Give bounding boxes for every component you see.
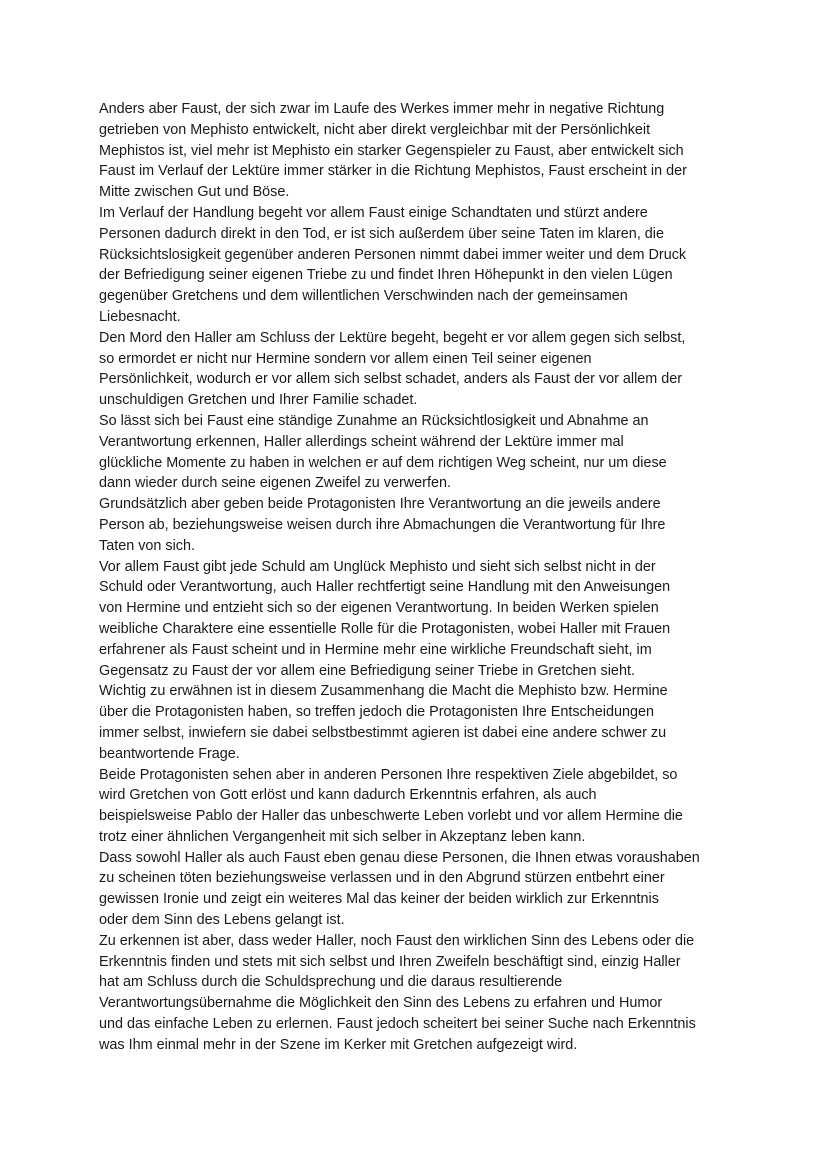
paragraph xyxy=(99,681,739,764)
paragraph xyxy=(99,411,739,494)
text-line: Rücksichtslosigkeit gegenüber anderen Personen nimmt dabei immer weiter und dem Druck xyxy=(99,246,687,263)
text-line: so ermordet er nicht nur Hermine sondern vor allem einen Teil seiner eigenen xyxy=(99,350,592,367)
paragraph xyxy=(99,557,739,682)
paragraph xyxy=(99,494,739,556)
paragraph xyxy=(99,203,739,328)
text-line: Wichtig zu erwähnen ist in diesem Zusammenhang die Macht die Mephisto bzw. Hermine xyxy=(99,683,668,700)
text-line: Im Verlauf der Handlung begeht vor allem Faust einige Schandtaten und stürzt andere xyxy=(99,204,648,221)
paragraph xyxy=(99,328,739,411)
text-line: Gegensatz zu Faust der vor allem eine Befriedigung seiner Triebe in Gretchen sieht. xyxy=(99,662,635,679)
text-line: Vor allem Faust gibt jede Schuld am Unglück Mephisto und sieht sich selbst nicht in der xyxy=(99,558,656,575)
text-line: Mephistos ist, viel mehr ist Mephisto ein starker Gegenspieler zu Faust, aber entwickelt sich xyxy=(99,142,684,159)
text-line: unschuldigen Gretchen und Ihrer Familie schadet. xyxy=(99,392,418,409)
text-line: Schuld oder Verantwortung, auch Haller rechtfertigt seine Handlung mit den Anweisungen xyxy=(99,579,671,596)
text-line: Mitte zwischen Gut und Böse. xyxy=(99,184,290,201)
text-line: getrieben von Mephisto entwickelt, nicht aber direkt vergleichbar mit der Persönlichkeit xyxy=(99,121,651,138)
text-line: immer selbst, inwiefern sie dabei selbstbestimmt agieren ist dabei eine andere schwer zu xyxy=(99,724,667,741)
text-line: Person ab, beziehungsweise weisen durch ihre Abmachungen die Verantwortung für Ihre xyxy=(99,516,666,533)
text-line: von Hermine und entzieht sich so der eigenen Verantwortung. In beiden Werken spielen xyxy=(99,600,659,617)
text-line: Dass sowohl Haller als auch Faust eben genau diese Personen, die Ihnen etwas voraushaben xyxy=(99,849,700,866)
text-line: Den Mord den Haller am Schluss der Lektüre begeht, begeht er vor allem gegen sich selbst, xyxy=(99,329,686,346)
paragraph xyxy=(99,931,739,1056)
text-line: weibliche Charaktere eine essentielle Rolle für die Protagonisten, wobei Haller mit Frauen xyxy=(99,620,671,637)
text-line: hat am Schluss durch die Schuldsprechung und die daraus resultierende xyxy=(99,974,563,991)
text-line: Verantwortungsübernahme die Möglichkeit den Sinn des Lebens zu erfahren und Humor xyxy=(99,995,663,1012)
text-line: Taten von sich. xyxy=(99,537,195,554)
text-line: gewissen Ironie und zeigt ein weiteres Mal das keiner der beiden wirklich zur Erkenntnis xyxy=(99,891,659,908)
text-line: über die Protagonisten haben, so treffen jedoch die Protagonisten Ihre Entscheidungen xyxy=(99,704,654,721)
text-line: zu scheinen töten beziehungsweise verlassen und in den Abgrund stürzen entbehrt einer xyxy=(99,870,665,887)
text-line: Erkenntnis finden und stets mit sich selbst und Ihren Zweifeln beschäftigt sind, einzig Haller xyxy=(99,953,681,970)
text-line: und das einfache Leben zu erlernen. Faust jedoch scheitert bei seiner Suche nach Erkenntnis xyxy=(99,1016,696,1033)
text-line: Grundsätzlich aber geben beide Protagonisten Ihre Verantwortung an die jeweils andere xyxy=(99,496,661,513)
text-line: So lässt sich bei Faust eine ständige Zunahme an Rücksichtlosigkeit und Abnahme an xyxy=(99,412,649,429)
paragraph xyxy=(99,765,739,848)
text-line: beantwortende Frage. xyxy=(99,745,240,762)
text-line: Beide Protagonisten sehen aber in anderen Personen Ihre respektiven Ziele abgebildet, so xyxy=(99,766,678,783)
paragraph xyxy=(99,99,739,203)
text-line: Anders aber Faust, der sich zwar im Laufe des Werkes immer mehr in negative Richtung xyxy=(99,101,665,117)
text-line: Zu erkennen ist aber, dass weder Haller, noch Faust den wirklichen Sinn des Lebens oder die xyxy=(99,932,695,949)
text-line: dann wieder durch seine eigenen Zweifel zu verwerfen. xyxy=(99,475,451,492)
text-line: Faust im Verlauf der Lektüre immer stärker in die Richtung Mephistos, Faust erscheint in der xyxy=(99,163,687,180)
text-line: beispielsweise Pablo der Haller das unbeschwerte Leben vorlebt und vor allem Hermine die xyxy=(99,808,683,825)
paragraph xyxy=(99,848,739,931)
text-line: gegenüber Gretchens und dem willentlichen Verschwinden nach der gemeinsamen xyxy=(99,288,628,305)
text-line: trotz einer ähnlichen Vergangenheit mit sich selber in Akzeptanz leben kann. xyxy=(99,828,586,845)
document-body xyxy=(99,99,739,1056)
text-line: der Befriedigung seiner eigenen Triebe zu und findet Ihren Höhepunkt in den vielen Lügen xyxy=(99,267,673,284)
text-line: Personen dadurch direkt in den Tod, er ist sich außerdem über seine Taten im klaren, die xyxy=(99,225,665,242)
text-line: Liebesnacht. xyxy=(99,308,181,325)
text-line: was Ihm einmal mehr in der Szene im Kerker mit Gretchen aufgezeigt wird. xyxy=(99,1036,578,1053)
text-line: oder dem Sinn des Lebens gelangt ist. xyxy=(99,912,345,929)
text-line: Persönlichkeit, wodurch er vor allem sich selbst schadet, anders als Faust der vor allem der xyxy=(99,371,683,388)
text-line: wird Gretchen von Gott erlöst und kann dadurch Erkenntnis erfahren, als auch xyxy=(99,787,597,804)
text-line: Verantwortung erkennen, Haller allerdings scheint während der Lektüre immer mal xyxy=(99,433,624,450)
text-line: glückliche Momente zu haben in welchen er auf dem richtigen Weg scheint, nur um diese xyxy=(99,454,667,471)
text-line: erfahrener als Faust scheint und in Hermine mehr eine wirkliche Freundschaft sieht, im xyxy=(99,641,652,658)
